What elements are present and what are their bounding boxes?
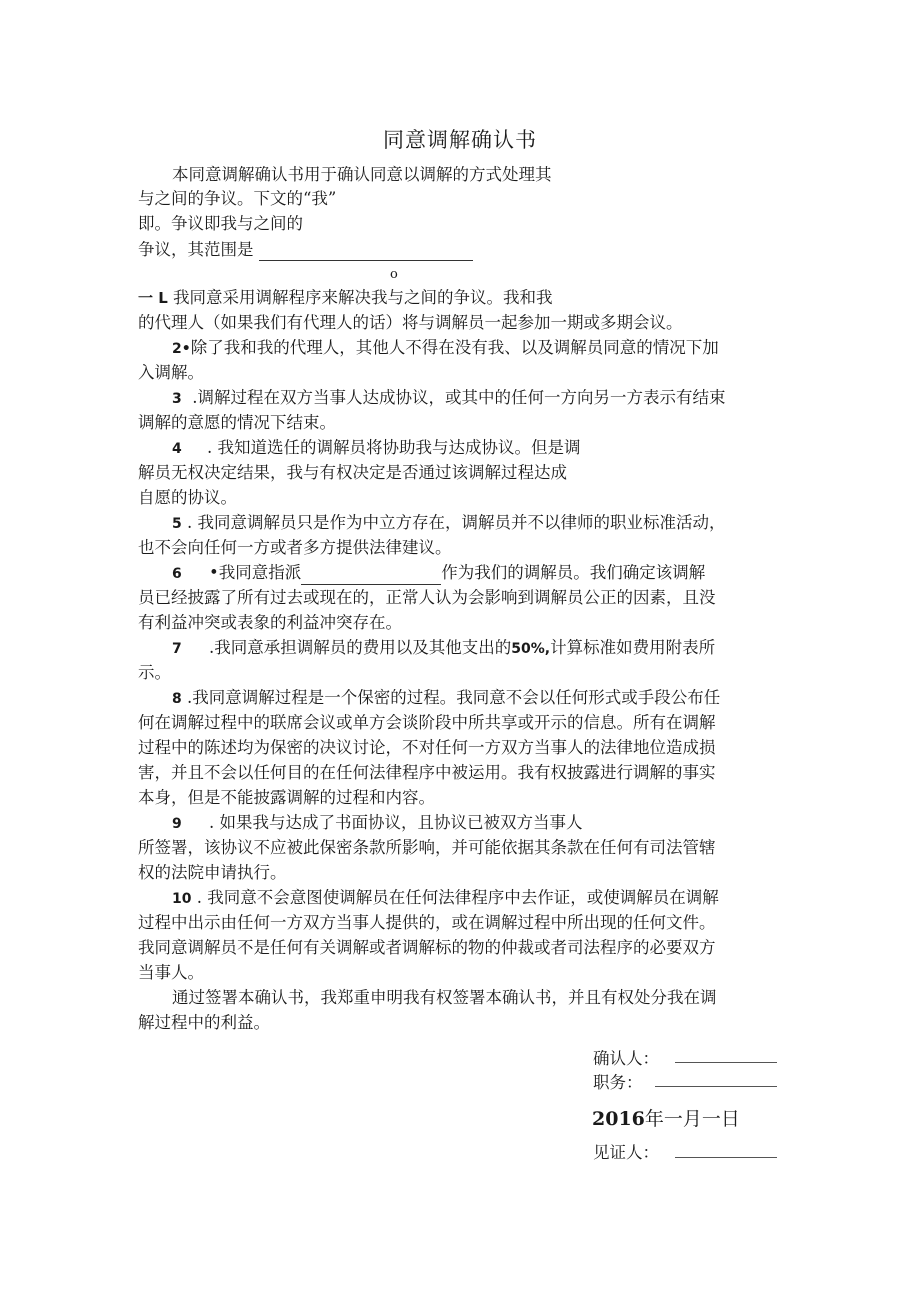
- clause-number: 10: [172, 891, 192, 907]
- clause-text: 害，并且不会以任何目的在任何法律程序中被运用。我有权披露进行调解的事实: [138, 763, 716, 782]
- clause-number: 4: [172, 441, 182, 457]
- scope-blank[interactable]: [259, 244, 473, 261]
- clause-number: 3: [172, 391, 182, 407]
- clause-text: . 我同意不会意图使调解员在任何法律程序中去作证，或使调解员在调解: [196, 888, 719, 907]
- clause-text: 作为我们的调解员。我们确定该调解: [441, 563, 706, 582]
- intro-line: 即。争议即我与之间的: [138, 214, 303, 233]
- clause-number: 7: [172, 641, 182, 657]
- clause-text: 权的法院申请执行。: [138, 863, 287, 882]
- clause-text: 过程中的陈述均为保密的决议讨论，不对任何一方双方当事人的法律地位造成损: [138, 738, 716, 757]
- clause-1: [138, 287, 553, 309]
- clause-2: [172, 337, 719, 360]
- clause-text: .我同意承担调解员的费用以及其他支出的: [209, 638, 512, 657]
- clause-text: .我同意调解过程是一个保密的过程。我同意不会以任何形式或手段公布任: [187, 688, 721, 707]
- date-year: 2016: [592, 1108, 645, 1130]
- clause-text: 解员无权决定结果，我与有权决定是否通过该调解过程达成: [138, 463, 567, 482]
- clause-7: [172, 637, 715, 660]
- clause-4: [172, 437, 581, 460]
- intro-scope-label: 争议，其范围是: [138, 240, 254, 259]
- clause-text: 我同意调解员不是任何有关调解或者调解标的物的仲裁或者司法程序的必要双方: [138, 938, 716, 957]
- clause-text: 有利益冲突或表象的利益冲突存在。: [138, 613, 402, 632]
- clause-text: 我同意采用调解程序来解决我与之间的争议。我和我: [173, 288, 553, 307]
- clause-8: [172, 687, 720, 710]
- clause-text: •我同意指派: [209, 563, 302, 582]
- confirmer-label: 确认人：: [593, 1049, 659, 1068]
- clause-number: 8: [172, 691, 182, 707]
- clause-number: 一 L: [138, 289, 168, 307]
- clause-text: 也不会向任何一方或者多方提供法律建议。: [138, 538, 452, 557]
- clause-text: 除了我和我的代理人，其他人不得在没有我、以及调解员同意的情况下加: [190, 338, 719, 357]
- intro-line: 与之间的争议。下文的“我”: [138, 189, 337, 208]
- clause-text: 计算标准如费用附表所: [550, 638, 716, 657]
- clause-text: 自愿的协议。: [138, 488, 237, 507]
- clause-number: 5: [172, 516, 182, 532]
- position-blank[interactable]: [655, 1085, 777, 1087]
- clause-text: . 我知道选任的调解员将协助我与达成协议。但是调: [207, 438, 581, 457]
- clause-text: 本身，但是不能披露调解的过程和内容。: [138, 788, 435, 807]
- clause-text: 员已经披露了所有过去或现在的，正常人认为会影响到调解员公正的因素，且没: [138, 588, 716, 607]
- clause-text: 所签署，该协议不应被此保密条款所影响，并可能依据其条款在任何有司法管辖: [138, 838, 716, 857]
- closing-line: 解过程中的利益。: [138, 1013, 270, 1032]
- closing-line: 通过签署本确认书，我郑重申明我有权签署本确认书，并且有权处分我在调: [172, 988, 717, 1007]
- clause-number: 9: [172, 816, 182, 832]
- clause-text: . 如果我与达成了书面协议，且协议已被双方当事人: [209, 813, 583, 832]
- confirmer-blank[interactable]: [675, 1061, 777, 1063]
- clause-10: [172, 887, 719, 910]
- clause-3: [172, 387, 726, 410]
- clause-text: 过程中出示由任何一方双方当事人提供的，或在调解过程中所出现的任何文件。: [138, 913, 716, 932]
- clause-5: [172, 512, 726, 535]
- date-rest: 年一月一日: [644, 1108, 740, 1130]
- signing-date: [592, 1104, 740, 1131]
- intro-line: [138, 239, 473, 261]
- clause-text: 何在调解过程中的联席会议或单方会谈阶段中所共享或开示的信息。所有在调解: [138, 713, 716, 732]
- clause-text: 入调解。: [138, 363, 204, 382]
- clause-number: 6: [172, 566, 182, 582]
- clause-text: 调解的意愿的情况下结束。: [138, 413, 336, 432]
- clause-text: 示。: [138, 663, 171, 682]
- clause-number: 2•: [172, 341, 191, 357]
- fee-percentage: 50%,: [511, 641, 551, 657]
- position-label: 职务：: [593, 1073, 643, 1092]
- clause-text: .调解过程在双方当事人达成协议，或其中的任何一方向另一方表示有结束: [192, 388, 726, 407]
- witness-label: 见证人：: [593, 1143, 659, 1162]
- clause-text: 当事人。: [138, 963, 204, 982]
- intro-end-mark: o: [390, 267, 398, 282]
- intro-line: 本同意调解确认书用于确认同意以调解的方式处理其: [172, 165, 552, 184]
- clause-text: . 我同意调解员只是作为中立方存在，调解员并不以律师的职业标准活动，: [187, 513, 726, 532]
- witness-blank[interactable]: [675, 1156, 777, 1158]
- clause-text: 的代理人（如果我们有代理人的话）将与调解员一起参加一期或多期会议。: [138, 313, 683, 332]
- clause-9: [172, 812, 583, 835]
- document-title: 同意调解确认书: [383, 128, 537, 152]
- mediator-name-blank[interactable]: [301, 568, 441, 585]
- clause-6: [172, 562, 705, 585]
